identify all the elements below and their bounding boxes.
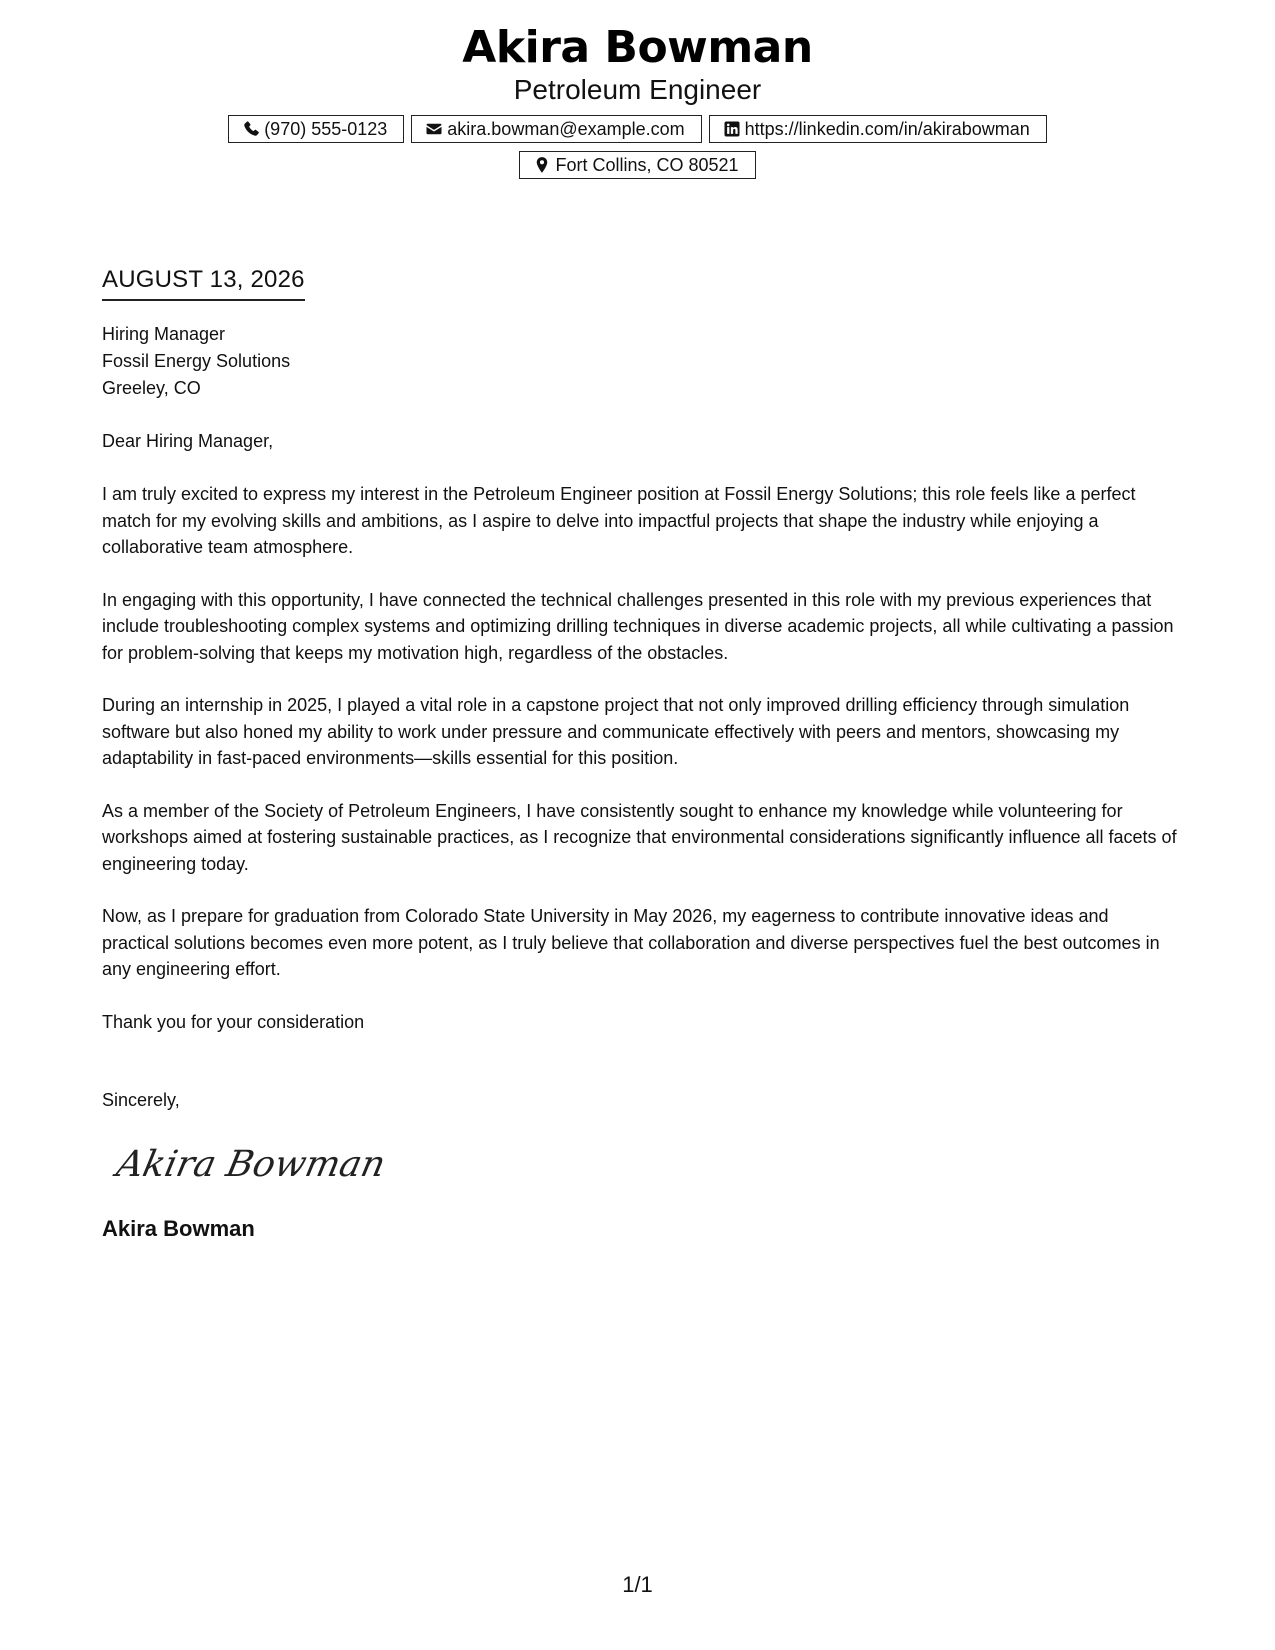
email-chip[interactable] <box>411 115 701 143</box>
applicant-name: Akira Bowman <box>462 22 813 73</box>
letter-header <box>0 20 1275 179</box>
location-text: Fort Collins, CO 80521 <box>555 154 739 175</box>
recipient-line: Greeley, CO <box>102 378 201 398</box>
linkedin-icon <box>723 120 741 138</box>
closing-line: Thank you for your consideration <box>102 1011 365 1032</box>
phone-chip[interactable] <box>228 115 404 143</box>
letter-date: AUGUST 13, 2026 <box>102 265 305 301</box>
envelope-icon <box>425 120 443 138</box>
contact-bar <box>188 115 1088 179</box>
body-paragraph: As a member of the Society of Petroleum Engineers, I have consistently sought to enhance my knowledge while volunteering for workshops aimed at fostering sustainable practices, as I recognize that environmental considerations significantly influence all facets of engineering today. <box>102 800 1177 874</box>
body-paragraph: During an internship in 2025, I played a vital role in a capstone project that not only improved drilling efficiency through simulation software but also honed my ability to work under pressure and communicate effectively with peers and mentors, showcasing my adaptability in fast-paced environments—skills essential for this position. <box>102 695 1130 768</box>
applicant-title: Petroleum Engineer <box>513 74 762 105</box>
phone-text: (970) 555-0123 <box>264 118 388 139</box>
letter-body <box>102 265 1177 1243</box>
body-paragraph: Now, as I prepare for graduation from Colorado State University in May 2026, my eagerness to contribute innovative ideas and practical solutions becomes even more potent, as I truly believe that collaboration and diverse perspectives fuel the best outcomes in any engineering effort. <box>102 906 1160 979</box>
salutation: Dear Hiring Manager, <box>102 431 274 451</box>
signature-text: Akira Bowman <box>113 1141 390 1185</box>
map-pin-icon <box>533 156 551 174</box>
recipient-line: Hiring Manager <box>102 324 226 344</box>
location-chip <box>519 151 755 179</box>
body-paragraph: In engaging with this opportunity, I have connected the technical challenges presented in this role with my previous experiences that include troubleshooting complex systems and optimizing drilling techniques in diverse academic projects, all while cultivating a passion for problem-solving that keeps my motivation high, regardless of the obstacles. <box>102 589 1174 663</box>
email-text: akira.bowman@example.com <box>447 118 685 139</box>
recipient-block <box>102 321 1177 402</box>
signoff: Sincerely, <box>102 1089 180 1110</box>
recipient-line: Fossil Energy Solutions <box>102 351 291 371</box>
phone-icon <box>242 120 260 138</box>
page-number: 1/1 <box>622 1572 653 1597</box>
body-paragraph: I am truly excited to express my interest in the Petroleum Engineer position at Fossil Energy Solutions; this role feels like a perfect match for my evolving skills and ambitions, as I aspire to delve into impactful projects that shape the industry while enjoying a collaborative team atmosphere. <box>102 484 1136 557</box>
signer-name: Akira Bowman <box>102 1215 255 1241</box>
linkedin-text: https://linkedin.com/in/akirabowman <box>744 118 1030 139</box>
handwritten-signature <box>112 1134 390 1194</box>
linkedin-chip[interactable] <box>709 115 1047 143</box>
